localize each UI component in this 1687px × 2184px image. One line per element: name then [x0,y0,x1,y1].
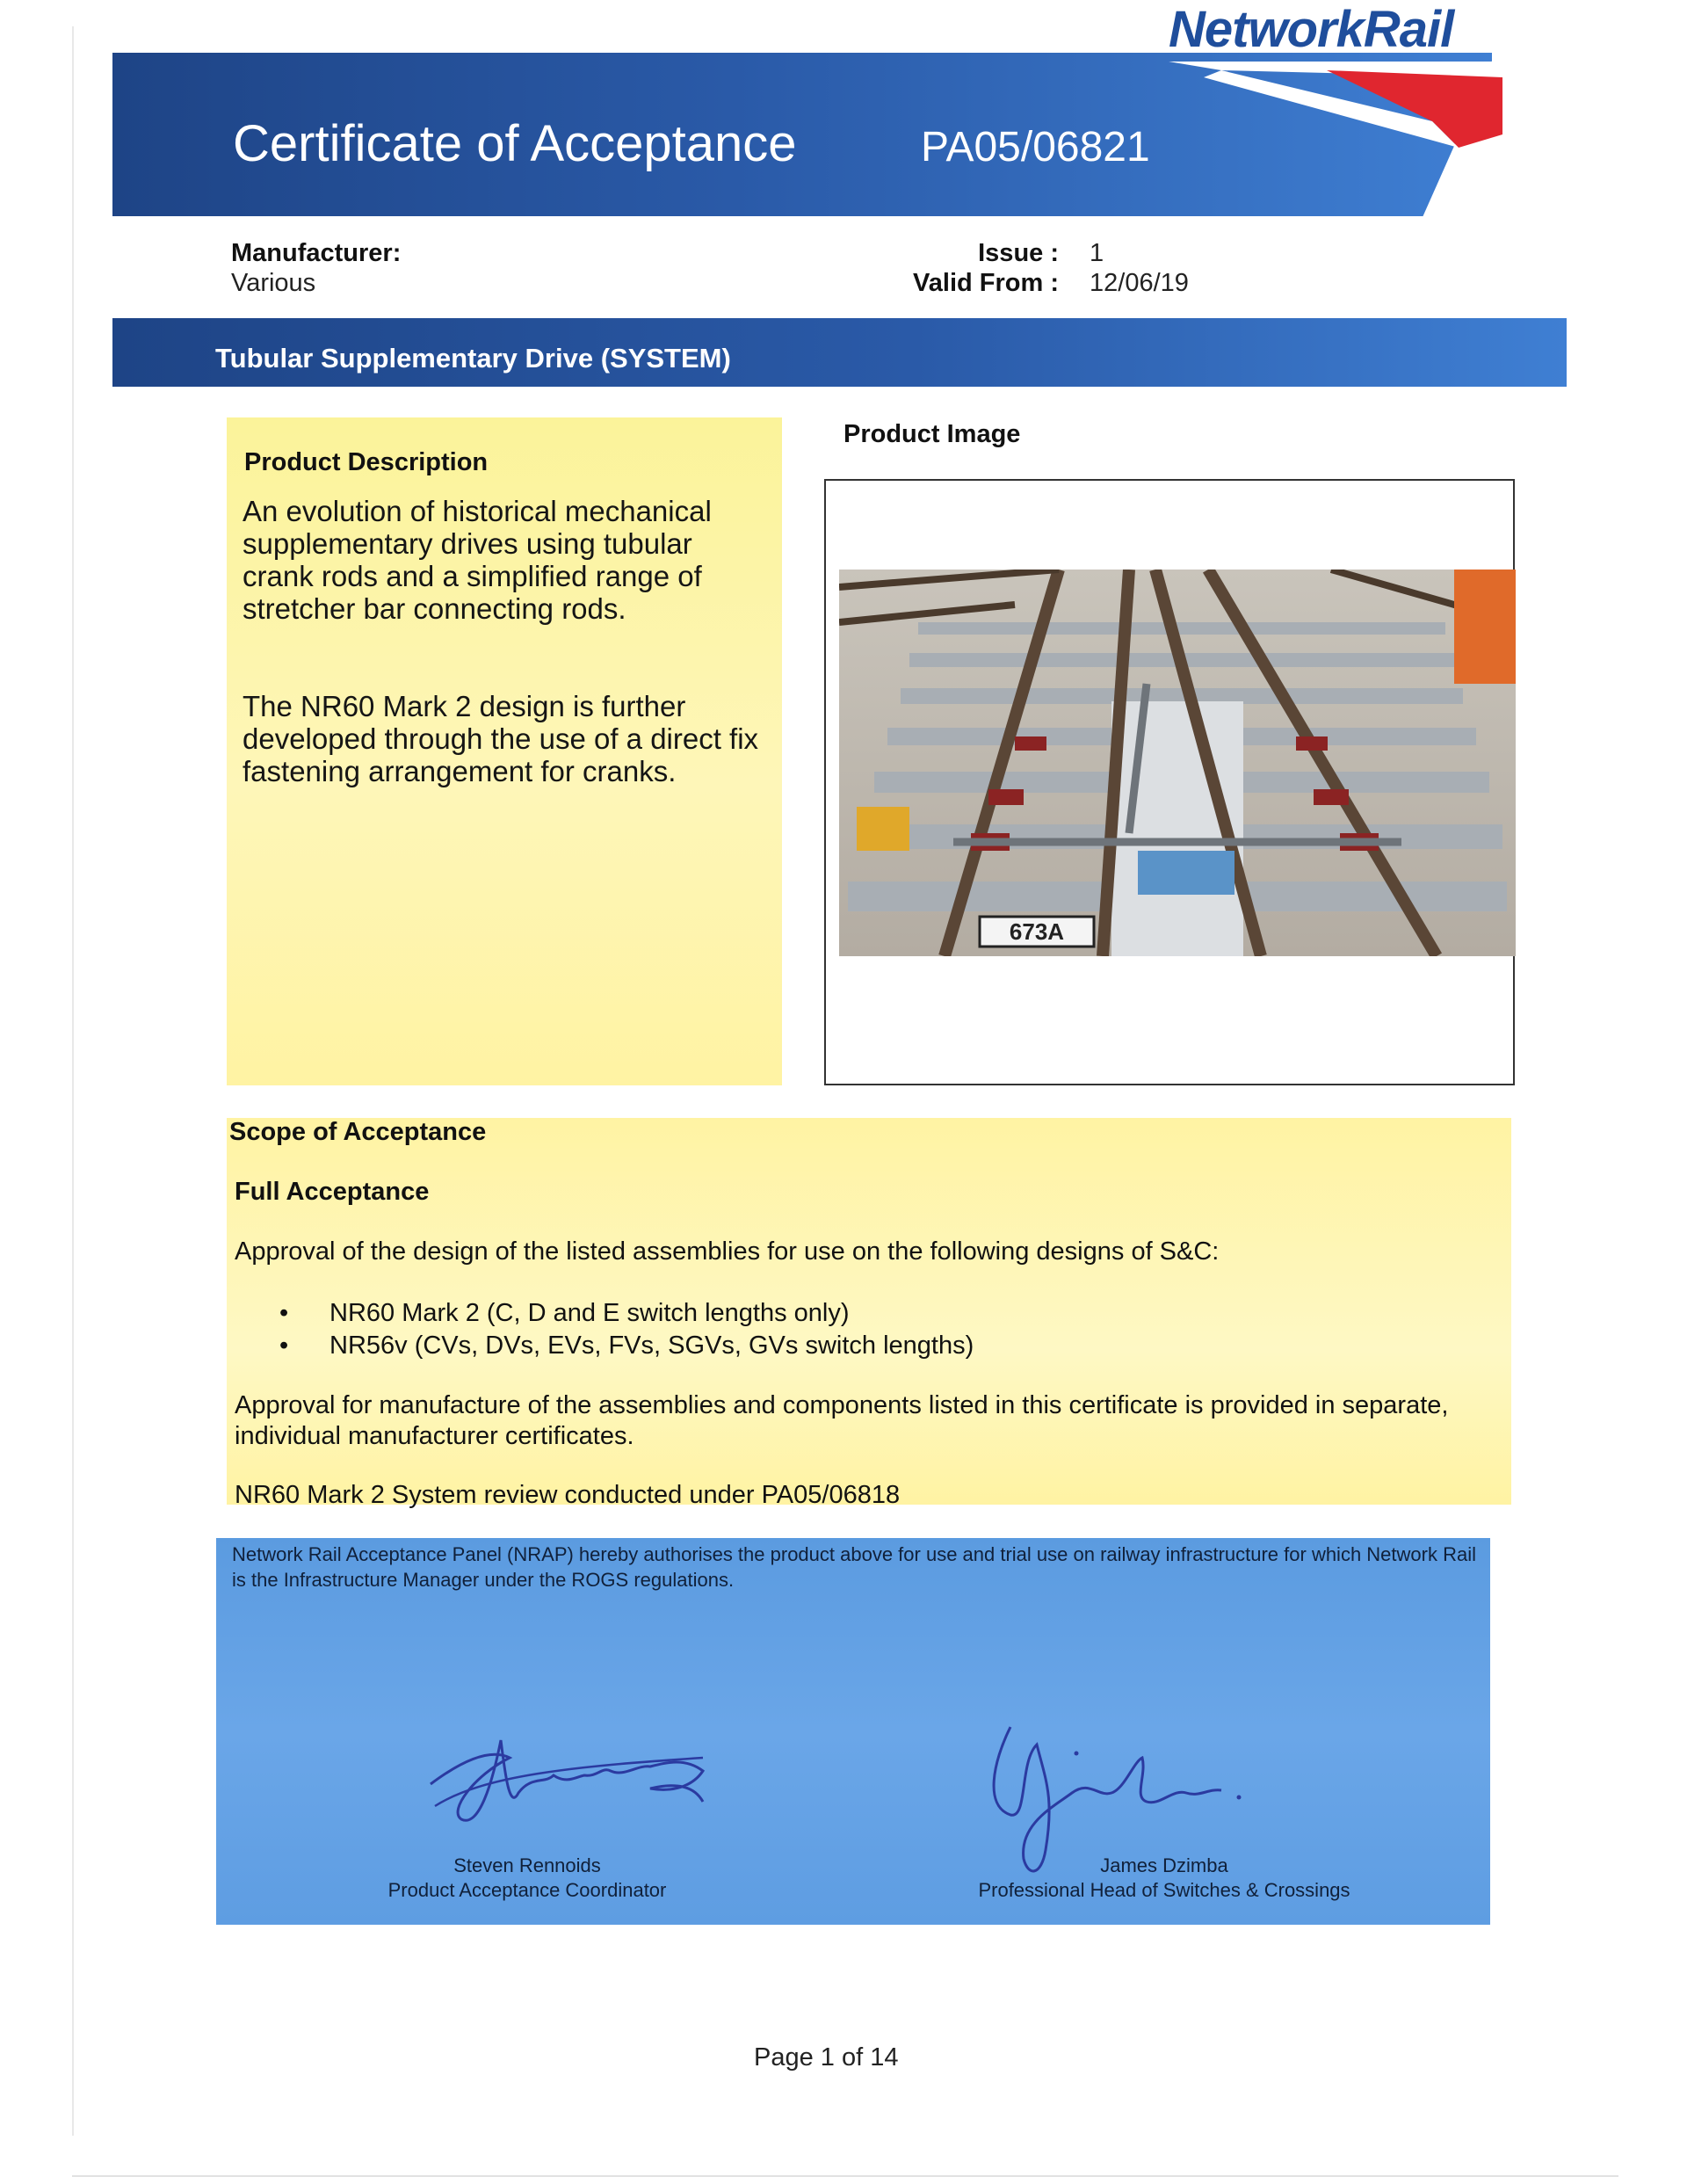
signatory-2-role: Professional Head of Switches & Crossings [978,1879,1350,1901]
valid-from-label: Valid From : [913,269,1059,297]
scan-edge [72,26,74,2136]
product-description-heading: Product Description [244,448,489,476]
signatory-2-name: James Dzimba [1100,1854,1228,1876]
issue-value: 1 [1090,239,1104,267]
product-image-heading: Product Image [844,420,1021,448]
list-item: NR56v (CVs, DVs, EVs, FVs, SGVs, GVs switch lengths) [329,1331,974,1360]
product-description-paragraph: The NR60 Mark 2 design is further developed through the use of a direct fix fastening arrangement for cranks. [243,690,759,787]
network-rail-chevron-icon [1169,51,1502,148]
authorisation-statement: Network Rail Acceptance Panel (NRAP) hereby authorises the product above for use and trial use on railway infrastructure for which Network Rail is the Infrastructure Manager under the ROGS regulations. [232,1543,1476,1591]
scope-subheading: Full Acceptance [235,1178,430,1206]
certificate-number: PA05/06821 [921,124,1150,171]
bullet-icon: • [279,1331,289,1360]
manufacturer-value: Various [231,269,316,297]
manufacturer-label: Manufacturer: [231,239,402,267]
track-photo-image [839,570,1516,956]
signature-1-image [413,1723,729,1846]
scope-manufacture-note: Approval for manufacture of the assemblies and components listed in this certificate is provided in separate, individual manufacturer certificates. [235,1391,1449,1450]
track-plate-number: 673A [1009,918,1065,945]
signatory-1-role: Product Acceptance Coordinator [387,1879,667,1901]
certificate-title: Certificate of Acceptance [233,115,797,172]
scope-heading: Scope of Acceptance [229,1118,487,1146]
scope-intro: Approval of the design of the listed assemblies for use on the following designs of S&C: [235,1237,1220,1266]
list-item: NR60 Mark 2 (C, D and E switch lengths only) [329,1299,850,1327]
network-rail-logo: NetworkRail [1169,1,1454,58]
page-number: Page 1 of 14 [754,2043,899,2072]
valid-from-value: 12/06/19 [1090,269,1189,297]
product-title: Tubular Supplementary Drive (SYSTEM) [215,343,731,374]
issue-label: Issue : [978,239,1059,267]
scope-review-note: NR60 Mark 2 System review conducted under PA05/06818 [235,1481,901,1509]
scan-edge [72,2175,1618,2177]
signatory-1-name: Steven Rennoids [453,1854,601,1876]
bullet-icon: • [279,1299,289,1327]
product-description-paragraph: An evolution of historical mechanical supplementary drives using tubular crank rods and a simplified range of stretcher bar connecting rods. [243,495,712,625]
